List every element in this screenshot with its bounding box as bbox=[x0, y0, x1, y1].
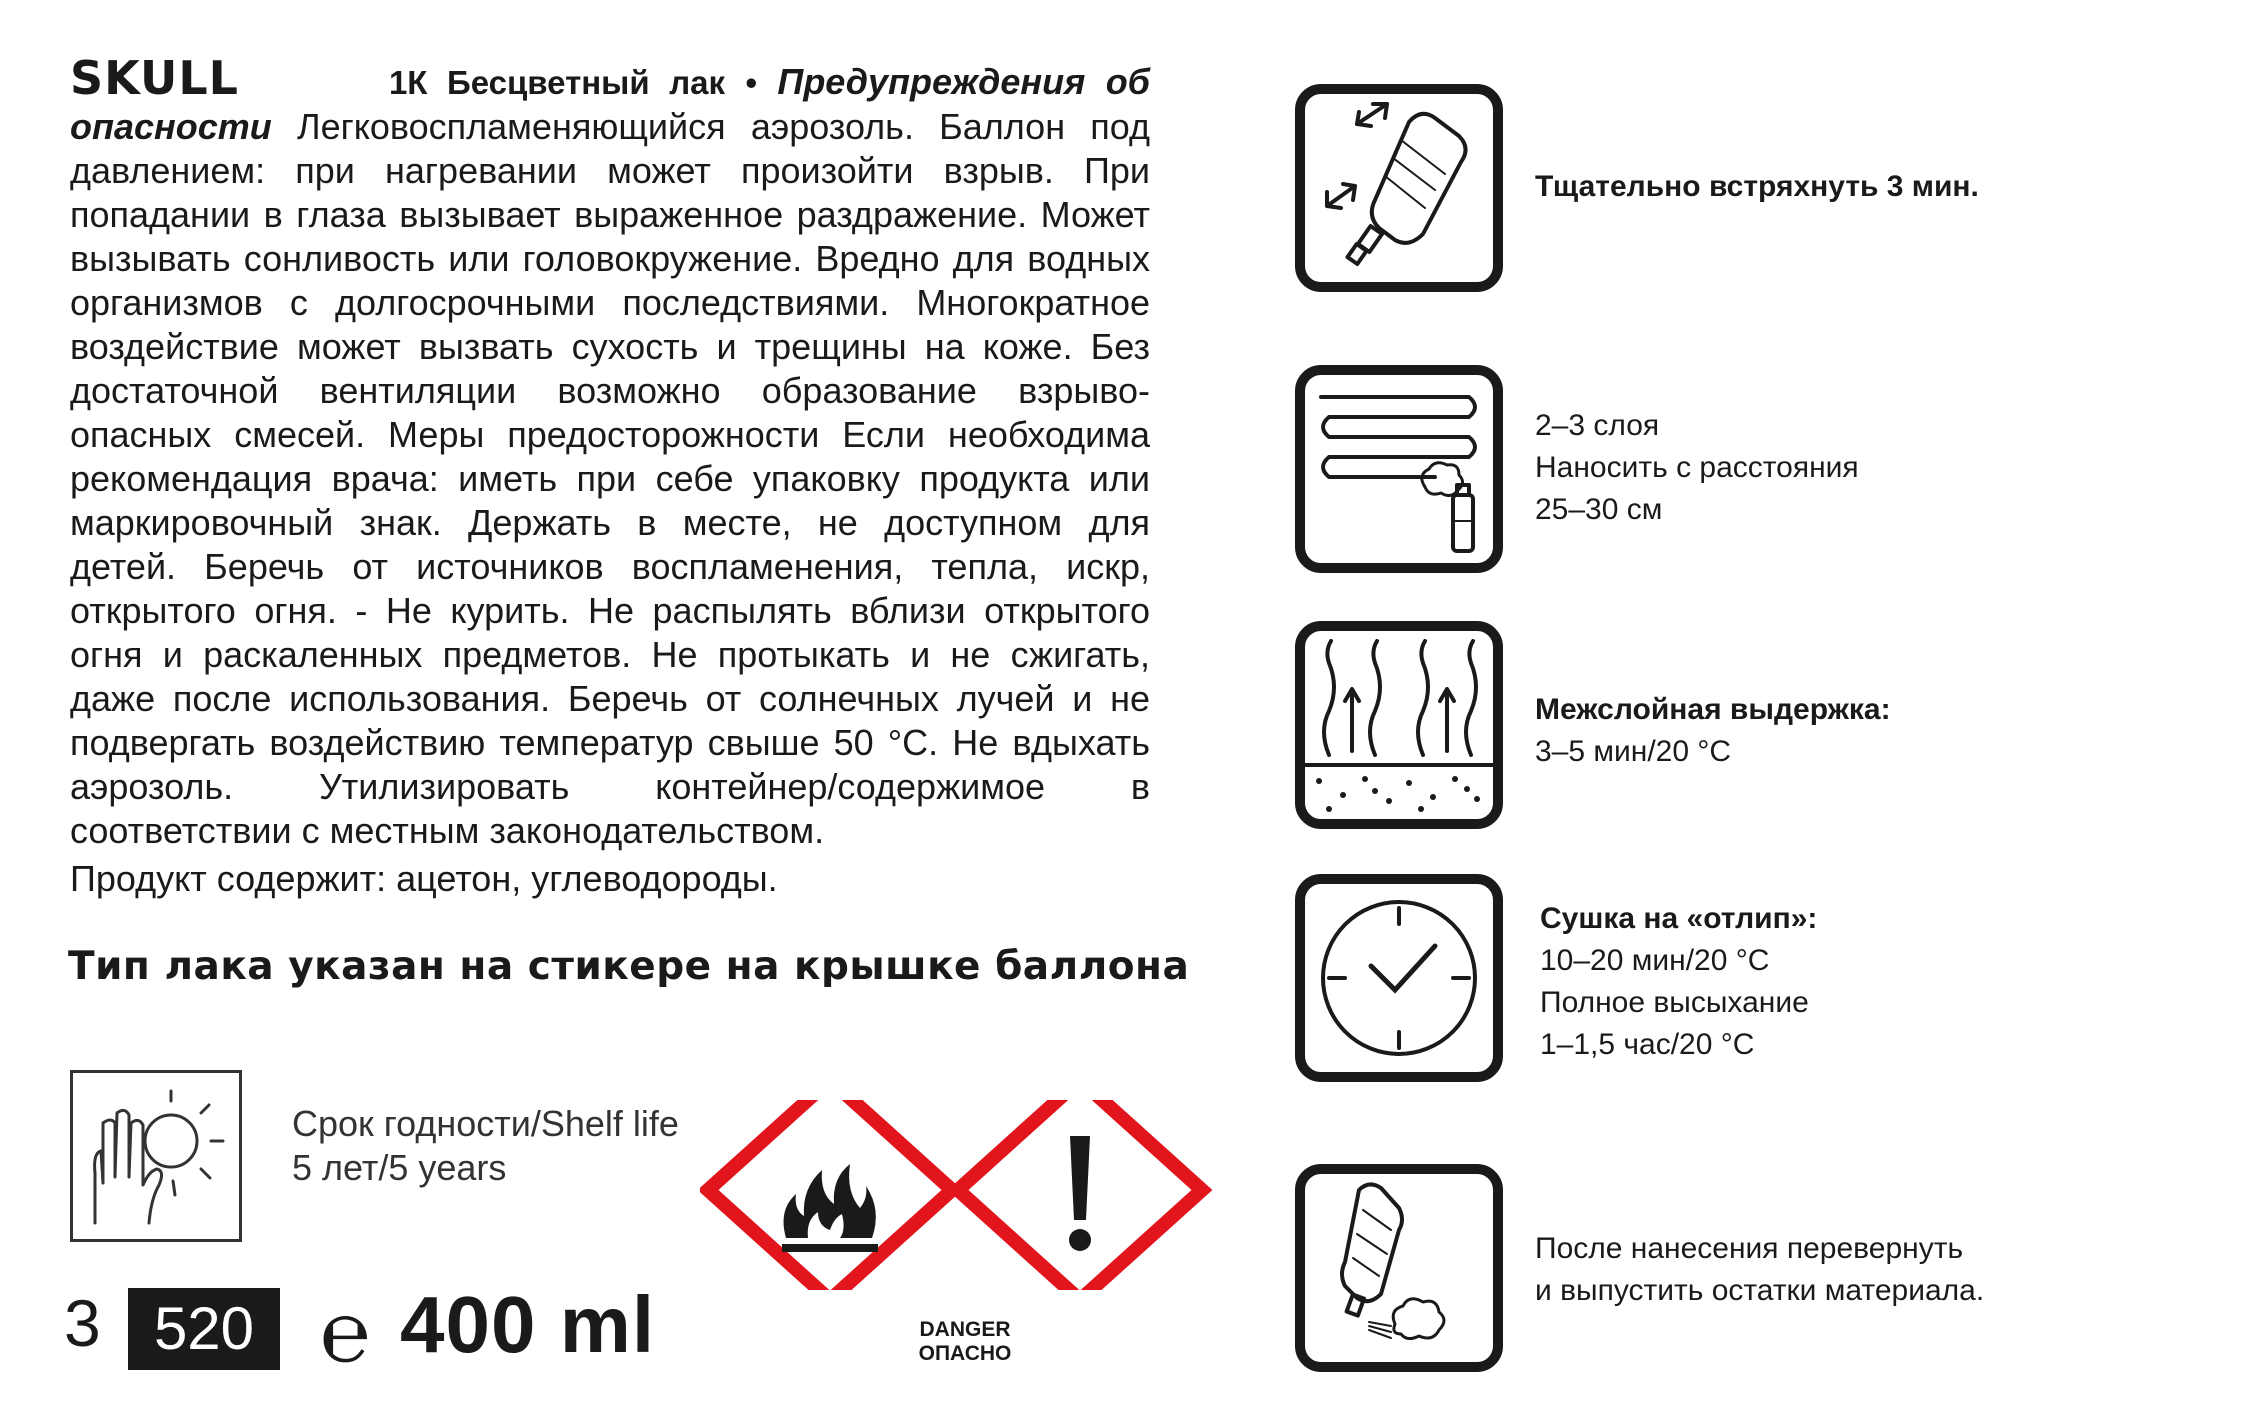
bullet: • bbox=[745, 64, 758, 101]
inverted-can-icon bbox=[1295, 1164, 1503, 1372]
code-prefix: 3 bbox=[64, 1286, 101, 1360]
volume-label: 400 ml bbox=[400, 1280, 656, 1369]
product-name: 1К Бесцветный лак bbox=[388, 64, 726, 101]
ghs-pictograms bbox=[700, 1100, 1230, 1290]
exclamation-icon bbox=[958, 1100, 1202, 1290]
clock-icon bbox=[1295, 874, 1503, 1082]
spray-layers-icon bbox=[1295, 365, 1503, 573]
instruction-after-use: После нанесения перевернуть и выпустить остатки материала. bbox=[1535, 1232, 1985, 1307]
varnish-type-note: Тип лака указан на стикере на крышке баллона bbox=[68, 944, 1190, 989]
ghs-signal-word: DANGER ОПАСНО bbox=[918, 1318, 1012, 1365]
instruction-shake: Тщательно встряхнуть 3 мин. bbox=[1535, 170, 1979, 203]
instruction-spray: 2–3 слоя Наносить с расстояния 25–30 см bbox=[1535, 409, 1859, 526]
hazard-statements: Легковоспламеняющийся аэрозоль. Баллон под давлением: при нагревании может произойти взрыв. При попадании в глаза вызывает выраженное раздражение. Может вызывать сонливость или головокружение. Вредно для водных организмов с долгосрочными последствиями. Многократное воздействие может вызвать сухость и трещины на коже. Без достаточной вентиляции возможно образование взрыво-опасных смесей. Меры предосторожности Если необходима рекомендация врача: иметь при себе упаковку продукта или маркировочный знак. Держать в месте, не доступном для детей. Беречь от источников воспламенения, тепла, искр, открытого огня. - Не курить. Не распылять вблизи открытого огня и раскаленных предметов. Не протыкать и не сжигать, даже после использования. Беречь от солнечных лучей и не подвергать воздействию температур свыше 50 °С. Не вдыхать аэрозоль. Утилизировать контейнер/содержимое в соответствии с местным законодательством. bbox=[70, 106, 1150, 851]
flame-icon bbox=[708, 1100, 952, 1290]
shake-can-icon bbox=[1295, 84, 1503, 292]
hazard-text-block bbox=[70, 51, 1150, 853]
hazard-heading: Предупреждения об опасности bbox=[70, 61, 1150, 147]
shelf-life-text: Срок годности/Shelf life 5 лет/5 years bbox=[292, 1103, 679, 1188]
instruction-flash-off: Межслойная выдержка: 3–5 мин/20 °C bbox=[1535, 693, 1891, 768]
estimated-sign: ℮ bbox=[320, 1285, 371, 1379]
contains-line: Продукт содержит: ацетон, углеводороды. bbox=[70, 858, 778, 899]
evaporation-icon bbox=[1295, 621, 1503, 829]
code-number-box: 520 bbox=[128, 1288, 280, 1370]
hand-sun-icon bbox=[70, 1070, 242, 1242]
instruction-drying: Сушка на «отлип»: 10–20 мин/20 °C Полное высыхание 1–1,5 час/20 °C bbox=[1540, 902, 1818, 1061]
brand-name: SKULL bbox=[70, 51, 239, 105]
